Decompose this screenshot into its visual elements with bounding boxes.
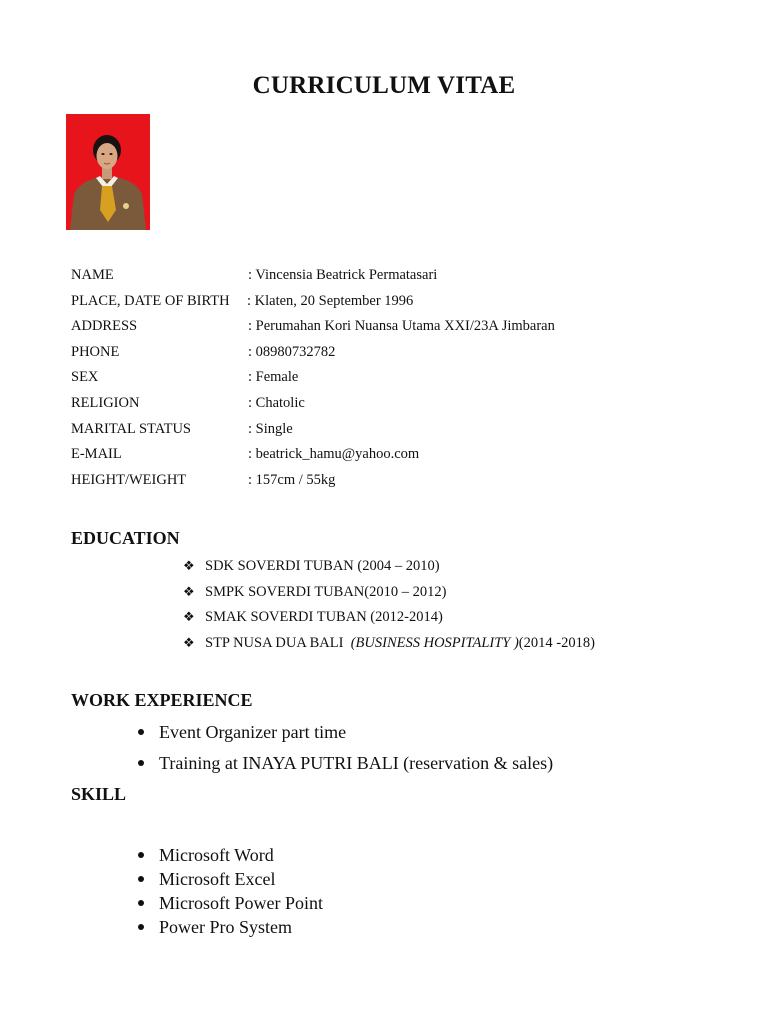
detail-value: : Female [248, 369, 299, 386]
list-item [138, 751, 553, 782]
list-item [183, 582, 595, 608]
detail-row-marital-status [71, 419, 671, 445]
list-item [138, 843, 323, 867]
detail-label: ADDRESS [71, 318, 138, 335]
education-entry: SMPK SOVERDI TUBAN(2010 – 2012) [205, 583, 447, 600]
detail-row-email [71, 444, 671, 470]
list-item [183, 633, 595, 659]
bullet-dot-icon [138, 729, 144, 735]
detail-row-phone [71, 342, 671, 368]
detail-label: PHONE [71, 343, 120, 360]
detail-value: : Perumahan Kori Nuansa Utama XXI/23A Jimbaran [248, 318, 555, 335]
list-item [138, 720, 553, 751]
diamond-bullet-icon: ❖ [183, 609, 195, 625]
list-item [183, 607, 595, 633]
skill-heading: SKILL [71, 784, 127, 804]
detail-label: SEX [71, 369, 99, 386]
detail-value: : beatrick_hamu@yahoo.com [248, 446, 420, 463]
list-item [183, 556, 595, 582]
list-item [138, 915, 323, 939]
education-years: (2014 -2018) [518, 634, 595, 651]
detail-label: RELIGION [71, 394, 140, 411]
detail-value: : Klaten, 20 September 1996 [247, 292, 414, 309]
detail-value: : 157cm / 55kg [248, 471, 336, 488]
diamond-bullet-icon: ❖ [183, 558, 195, 573]
document-title: CURRICULUM VITAE [252, 72, 516, 99]
bullet-dot-icon [138, 924, 144, 930]
list-item [138, 891, 323, 915]
skill-entry: Microsoft Word [159, 845, 274, 865]
skill-entry: Microsoft Excel [159, 869, 276, 889]
detail-label: MARITAL STATUS [71, 420, 191, 437]
detail-row-religion [71, 393, 671, 419]
education-list [183, 556, 595, 658]
work-experience-list [138, 720, 553, 782]
detail-value: : 08980732782 [248, 343, 336, 360]
bullet-dot-icon [138, 852, 144, 858]
list-item [138, 867, 323, 891]
detail-label: HEIGHT/WEIGHT [71, 471, 187, 488]
education-entry: SDK SOVERDI TUBAN (2004 – 2010) [205, 558, 440, 574]
detail-row-birth [71, 291, 671, 317]
diamond-bullet-icon: ❖ [183, 634, 195, 650]
detail-label: E-MAIL [71, 446, 122, 463]
diamond-bullet-icon: ❖ [183, 583, 195, 599]
detail-label: PLACE, DATE OF BIRTH [71, 292, 230, 309]
education-entry: SMAK SOVERDI TUBAN (2012-2014) [205, 609, 443, 626]
detail-row-sex [71, 367, 671, 393]
work-experience-heading: WORK EXPERIENCE [71, 690, 253, 710]
profile-photo [66, 114, 150, 230]
skill-entry: Microsoft Power Point [159, 893, 323, 913]
bullet-dot-icon [138, 900, 144, 906]
detail-row-address [71, 316, 671, 342]
portrait-illustration [66, 114, 150, 230]
work-entry: Training at INAYA PUTRI BALI (reservation & sales) [159, 753, 554, 773]
bullet-dot-icon [138, 760, 144, 766]
skill-entry: Power Pro System [159, 917, 293, 937]
education-program: (BUSINESS HOSPITALITY ) [350, 634, 519, 651]
education-heading: EDUCATION [71, 528, 180, 548]
detail-value: : Chatolic [248, 394, 305, 411]
detail-label: NAME [71, 267, 114, 283]
work-entry: Event Organizer part time [159, 722, 347, 742]
detail-value: : Vincensia Beatrick Permatasari [248, 267, 438, 283]
detail-row-height-weight [71, 470, 671, 496]
personal-details [71, 265, 671, 495]
skill-list [138, 843, 323, 939]
detail-value: : Single [248, 420, 293, 437]
bullet-dot-icon [138, 876, 144, 882]
detail-row-name [71, 265, 671, 291]
education-entry: STP NUSA DUA BALI [205, 634, 351, 651]
